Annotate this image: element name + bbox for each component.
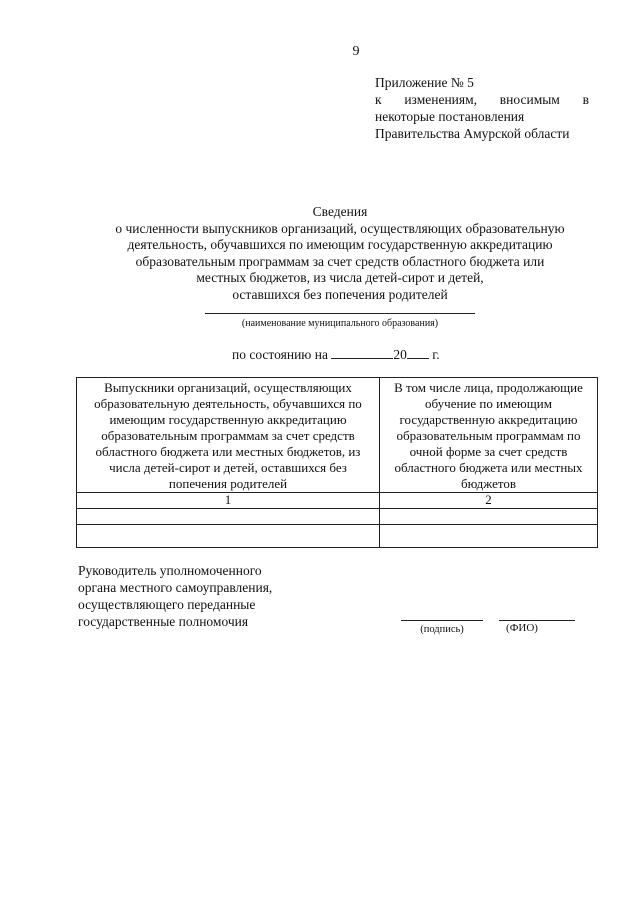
report-table <box>76 377 598 548</box>
header-line: образовательным программам за счет средств <box>101 428 355 443</box>
name-caption: (ФИО) <box>506 622 538 634</box>
header-line: В том числе лица, продолжающие <box>394 380 583 395</box>
header-line: имеющим государственную аккредитацию <box>109 412 347 427</box>
table-header-col1 <box>77 378 380 493</box>
name-line <box>499 620 575 621</box>
header-line: бюджетов <box>460 476 516 491</box>
table-cell[interactable] <box>77 525 380 548</box>
municipality-caption: (наименование муниципального образования) <box>241 318 439 329</box>
header-line: образовательную деятельность, обучавшихся по <box>94 396 362 411</box>
title-line: деятельность, обучавшихся по имеющим государственную аккредитацию <box>127 237 553 252</box>
signature-line <box>401 620 483 621</box>
date-blank <box>331 346 393 359</box>
table-header-col2 <box>380 378 598 493</box>
date-prefix: по состоянию на <box>232 347 328 362</box>
header-line: областного бюджета или местных бюджетов, из <box>95 444 361 459</box>
title-line: оставшихся без попечения родителей <box>232 286 448 302</box>
table-cell[interactable] <box>380 509 598 525</box>
date-line <box>232 346 440 363</box>
signer-line: органа местного самоуправления, <box>78 580 273 595</box>
signer-title <box>78 562 338 630</box>
date-suffix: г. <box>432 347 440 362</box>
appendix-word: изменениям, <box>404 92 478 107</box>
appendix-title: Приложение № 5 <box>375 75 474 90</box>
signer-line: осуществляющего переданные <box>78 597 256 612</box>
appendix-line-2 <box>375 91 589 108</box>
appendix-word: вносимым <box>499 92 560 107</box>
document-title <box>96 204 584 303</box>
table-row <box>77 509 598 525</box>
appendix-word: к <box>375 92 382 107</box>
municipality-blank-line <box>205 313 475 314</box>
title-heading: Сведения <box>312 204 368 219</box>
header-line: очной форме за счет средств <box>409 444 568 459</box>
header-line: государственную аккредитацию <box>399 412 578 427</box>
title-line: местных бюджетов, из числа детей-сирот и детей, <box>196 270 484 285</box>
table-cell[interactable] <box>380 525 598 548</box>
title-line: образовательным программам за счет средств областного бюджета или <box>135 253 545 269</box>
header-line: областного бюджета или местных <box>394 460 583 475</box>
title-line: о численности выпускников организаций, осуществляющих образовательную <box>115 220 565 236</box>
header-line: попечения родителей <box>168 476 288 491</box>
header-line: обучение по имеющим <box>425 396 552 411</box>
appendix-line-3: некоторые постановления <box>375 109 525 124</box>
appendix-header <box>375 74 589 142</box>
page-number: 9 <box>352 44 360 59</box>
date-year: 20 <box>393 347 407 362</box>
header-line: образовательным программам по <box>396 428 581 443</box>
signer-line: Руководитель уполномоченного <box>78 563 262 578</box>
table-row <box>77 525 598 548</box>
signer-line: государственные полномочия <box>78 614 249 629</box>
header-line: числа детей-сирот и детей, оставшихся без <box>109 460 347 475</box>
appendix-word: в <box>582 92 589 107</box>
table-header-row <box>77 378 598 493</box>
table-number-row <box>77 493 598 509</box>
signature-caption: (подпись) <box>420 624 464 635</box>
table-cell[interactable] <box>77 509 380 525</box>
column-number-1: 1 <box>77 493 380 509</box>
appendix-line-4: Правительства Амурской области <box>375 126 570 141</box>
column-number-2: 2 <box>380 493 598 509</box>
header-line: Выпускники организаций, осуществляющих <box>104 380 352 395</box>
year-blank <box>407 346 429 359</box>
